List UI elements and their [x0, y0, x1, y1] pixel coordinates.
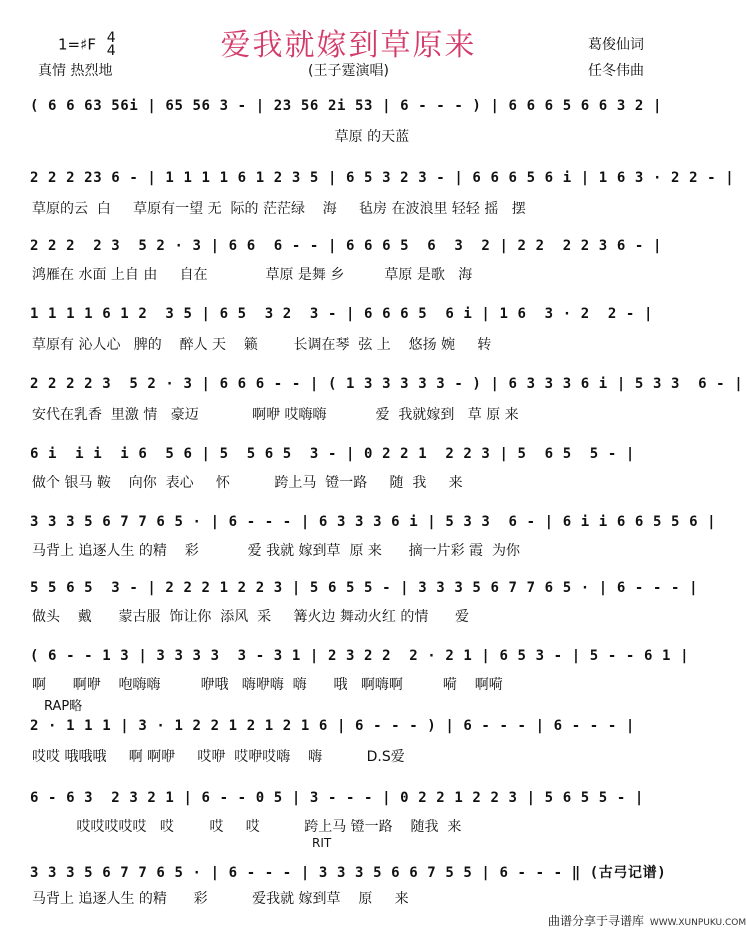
rit-marking: RIT [312, 836, 332, 850]
notation-row: 3 3 3 5 6 7 7 6 5 · | 6 - - - | 6 3 3 3 6 i | 5 3 3 6 - | 6 i i 6 6 5 5 6 | [30, 514, 717, 530]
lyric-row: 哎哎哎哎哎 哎 哎 哎 跨上马 镫一路 随我 来 [32, 819, 462, 835]
rap-note: RAP略 [44, 699, 83, 714]
song-title: 爱我就嫁到草原来 [220, 28, 477, 63]
lyric-row: 草原的云 白 草原有一望 无 际的 茫茫绿 海 毡房 在波浪里 轻轻 摇 摆 [32, 201, 526, 217]
notation-row: 2 2 2 2 3 5 2 · 3 | 6 6 6 - - | ( 1 3 3 3 3 3 - ) | 6 3 3 3 6 i | 5 3 3 6 - | [30, 376, 744, 392]
footer-watermark [548, 912, 746, 929]
notation-row: 2 2 2 23 6 - | 1 1 1 1 6 1 2 3 5 | 6 5 3 2 3 - | 6 6 6 5 6 i | 1 6 3 · 2 2 - | [30, 170, 735, 186]
key-label: 1=♯F [58, 35, 96, 54]
lyric-row: 做个 银马 鞍 向你 表心 怀 跨上马 镫一路 随 我 来 [32, 475, 463, 491]
notation-row: 2 · 1 1 1 | 3 · 1 2 2 1 2 1 2 1 6 | 6 - - - ) | 6 - - - | 6 - - - | [30, 718, 635, 734]
lyric-row: 哎哎 哦哦哦 啊 啊咿 哎咿 哎咿哎嗨 嗨 D.S爱 [32, 749, 405, 765]
lyric-row: 安代在乳香 里激 情 豪迈 啊咿 哎嗨嗨 爱 我就嫁到 草 原 来 [32, 407, 519, 423]
lyric-row: 马背上 追逐人生 的精 彩 爱 我就 嫁到草 原 来 摘一片彩 霞 为你 [32, 543, 520, 559]
notation-row: 6 - 6 3 2 3 2 1 | 6 - - 0 5 | 3 - - - | 0 2 2 1 2 2 3 | 5 6 5 5 - | [30, 790, 644, 806]
lyric-row: 草原有 沁人心 脾的 醉人 天 籁 长调在琴 弦 上 悠扬 婉 转 [32, 337, 492, 353]
singer-credit: (王子霆演唱) [308, 63, 389, 79]
lyric-row: 做头 戴 蒙古服 饰让你 添风 采 篝火边 舞动火红 的情 爱 [32, 609, 470, 625]
lyric-row: 草原 的天蓝 [32, 129, 410, 145]
notation-row: ( 6 - - 1 3 | 3 3 3 3 3 - 3 1 | 2 3 2 2 2 · 2 1 | 6 5 3 - | 5 - - 6 1 | [30, 648, 690, 664]
notation-row: 1 1 1 1 6 1 2 3 5 | 6 5 3 2 3 - | 6 6 6 5 6 i | 1 6 3 · 2 2 - | [30, 306, 653, 322]
lyric-row: 啊 啊咿 咆嗨嗨 咿哦 嗨咿嗨 嗨 哦 啊嗨啊 嗬 啊嗬 [32, 677, 503, 693]
footer-text: 曲谱分享于寻谱库 [548, 914, 645, 928]
notation-row: 5 5 6 5 3 - | 2 2 2 1 2 2 3 | 5 6 5 5 - | 3 3 3 5 6 7 7 6 5 · | 6 - - - | [30, 580, 699, 596]
notation-row: 3 3 3 5 6 7 7 6 5 · | 6 - - - | 3 3 3 5 6 6 7 5 5 | 6 - - - ‖ (古弓记谱) [30, 865, 667, 881]
time-top: 4 [106, 30, 116, 46]
notation-row: 2 2 2 2 3 5 2 · 3 | 6 6 6 - - | 6 6 6 5 6 3 2 | 2 2 2 2 3 6 - | [30, 238, 663, 254]
notation-row: 6 i i i i 6 5 6 | 5 5 6 5 3 - | 0 2 2 1 2 2 3 | 5 6 5 5 - | [30, 446, 635, 462]
composer-credit: 任冬伟曲 [588, 63, 644, 79]
lyric-row: 鸿雁在 水面 上自 由 自在 草原 是舞 乡 草原 是歌 海 [32, 267, 473, 283]
notation-row: ( 6 6 63 56i | 65 56 3 - | 23 56 2i 53 | 6 - - - ) | 6 6 6 5 6 6 3 2 | [30, 98, 663, 114]
tempo-mood: 真情 热烈地 [38, 63, 113, 79]
time-bottom: 4 [106, 43, 116, 59]
lyric-row: 马背上 追逐人生 的精 彩 爱我就 嫁到草 原 来 [32, 891, 409, 907]
time-signature [107, 32, 116, 58]
footer-url: WWW.XUNPUKU.COM [649, 918, 746, 928]
lyricist-credit: 葛俊仙词 [588, 37, 644, 53]
key-signature [58, 32, 116, 58]
